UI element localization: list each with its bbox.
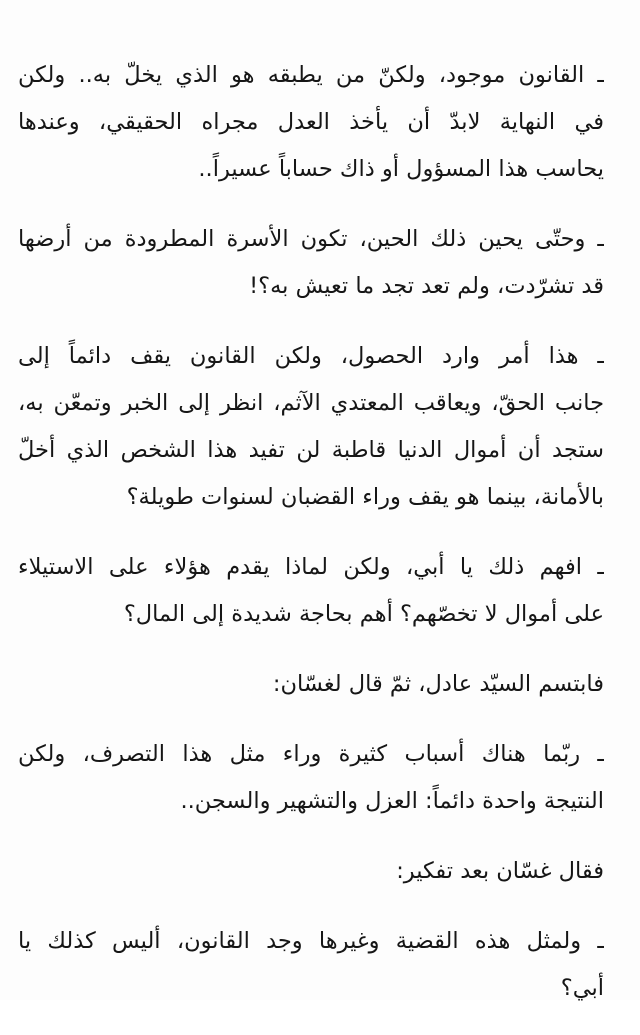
text-line: يحاسب هذا المسؤول أو ذاك حساباً عسيراً.. — [198, 156, 604, 182]
text-line: أبي؟ — [560, 975, 604, 1001]
text-line: النتيجة واحدة دائماً: العزل والتشهير والسجن.. — [180, 788, 604, 814]
text-line: ـ افهم ذلك يا أبي، ولكن لماذا يقدم هؤلاء على الاستيلاء — [18, 554, 604, 580]
text-line: ـ ولمثل هذه القضية وغيرها وجد القانون، أليس كذلك يا — [18, 928, 604, 954]
paragraph-2 — [18, 216, 604, 310]
text-line: ـ وحتّى يحين ذلك الحين، تكون الأسرة المطرودة من أرضها — [18, 226, 604, 252]
paragraph-3 — [18, 333, 604, 521]
text-line: ـ ربّما هناك أسباب كثيرة وراء مثل هذا التصرف، ولكن — [18, 741, 604, 767]
text-line: جانب الحقّ، ويعاقب المعتدي الآثم، انظر إلى الخبر وتمعّن به، — [18, 390, 604, 416]
text-line: ـ القانون موجود، ولكنّ من يطبقه هو الذي يخلّ به.. ولكن — [18, 62, 604, 88]
text-line: بالأمانة، بينما هو يقف وراء القضبان لسنوات طويلة؟ — [126, 484, 604, 510]
text-line: في النهاية لابدّ أن يأخذ العدل مجراه الحقيقي، وعندها — [18, 109, 604, 135]
text-line: على أموال لا تخصّهم؟ أهم بحاجة شديدة إلى المال؟ — [123, 601, 604, 627]
text-line: فقال غسّان بعد تفكير: — [396, 858, 604, 884]
paragraph-1 — [18, 52, 604, 193]
text-line: ستجد أن أموال الدنيا قاطبة لن تفيد هذا الشخص الذي أخلّ — [18, 437, 604, 463]
text-line: فابتسم السيّد عادل، ثمّ قال لغسّان: — [272, 671, 604, 697]
paragraph-8 — [18, 918, 604, 1012]
paragraph-5 — [18, 661, 604, 708]
page-text — [18, 52, 604, 1035]
paragraph-7 — [18, 848, 604, 895]
text-line: قد تشرّدت، ولم تعد تجد ما تعيش به؟! — [249, 273, 604, 299]
paragraph-4 — [18, 544, 604, 638]
paragraph-6 — [18, 731, 604, 825]
text-line: ـ هذا أمر وارد الحصول، ولكن القانون يقف دائماً إلى — [18, 343, 604, 369]
